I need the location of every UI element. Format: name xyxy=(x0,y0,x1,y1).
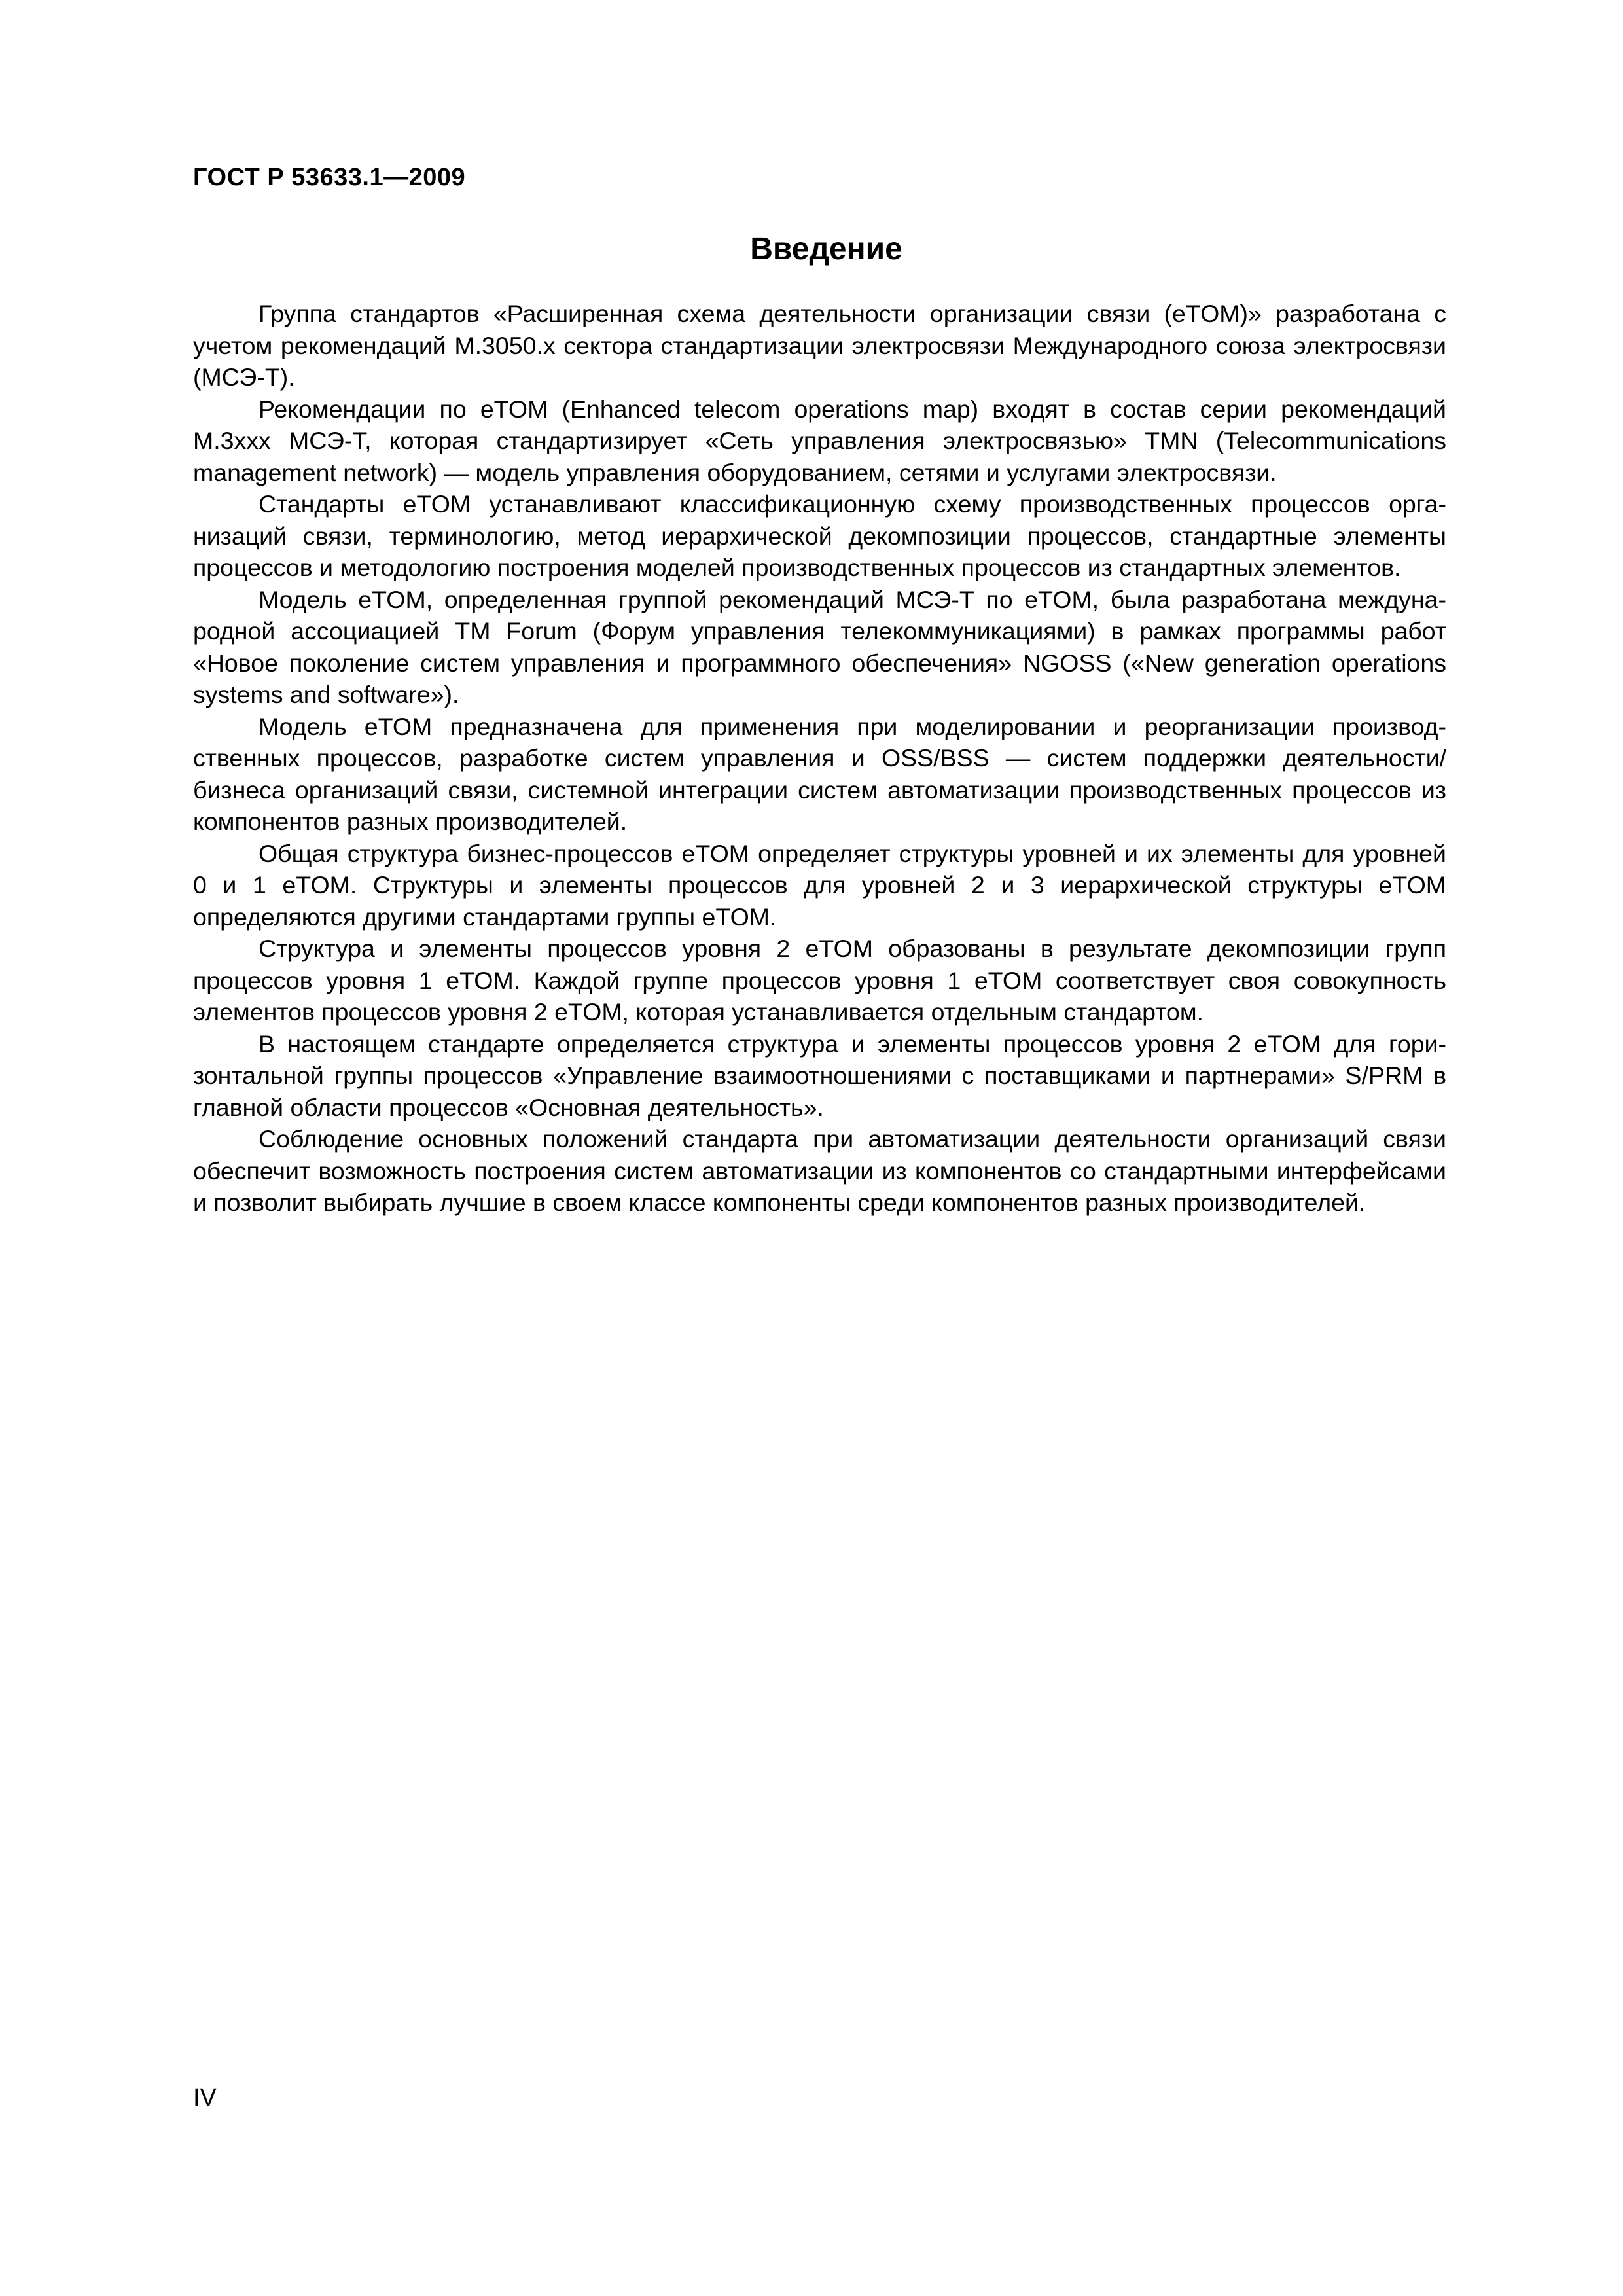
paragraph-6: Общая структура бизнес-процессов eTOM определяет структуры уровней и их элементы для уровней 0 и 1 eTOM. Структуры и элементы процессов для уровней 2 и 3 иерархической структуры eTOM определяются другими стандартами группы eTOM. xyxy=(193,839,1446,931)
paragraph-5: Модель eTOM предназначена для применения при моделировании и реорганизации производственных процессов, разработке систем управления и OSS/BSS — систем поддержки деятельности/ бизнеса организаций связи, системной интеграции систем автоматизации производственных процессов из компонентов разных производителей. xyxy=(193,712,1446,835)
page-number: IV xyxy=(193,2084,217,2111)
body-text xyxy=(193,298,1446,1219)
paragraph-8: В настоящем стандарте определяется структура и элементы процессов уровня 2 eTOM для горизонтальной группы процессов «Управление взаимоотношениями с поставщиками и партнерами» S/PRM в главной области процессов «Основная деятельность». xyxy=(193,1030,1446,1121)
paragraph-7: Структура и элементы процессов уровня 2 eTOM образованы в результате декомпозиции групп процессов уровня 1 eTOM. Каждой группе процессов уровня 1 eTOM соответствует своя совокупность элементов процессов уровня 2 eTOM, которая устанавливается отдельным стандартом. xyxy=(193,935,1446,1026)
paragraph-1: Группа стандартов «Расширенная схема деятельности организации связи (eTOM)» разработана с учетом рекомендаций M.3050.x сектора стандартизации электросвязи Международного союза электросвязи (МСЭ-Т). xyxy=(193,300,1446,391)
paragraph-2: Рекомендации по eTOM (Enhanced telecom operations map) входят в состав серии рекомендаций M.3xxx МСЭ-Т, которая стандартизирует «Сеть управления электросвязью» TMN (Telecommunications management network) — модель управления оборудованием, сетями и услугами электросвязи. xyxy=(193,395,1446,486)
section-title: Введение xyxy=(750,232,902,266)
paragraph-4: Модель eTOM, определенная группой рекомендаций МСЭ-Т по eTOM, была разработана международной ассоциацией TM Forum (Форум управления телекоммуникациями) в рамках программы работ «Новое поколение систем управления и программного обеспечения» NGOSS («New generation operations systems and software»). xyxy=(193,585,1446,708)
paragraph-9: Соблюдение основных положений стандарта при автоматизации деятельности организаций связи обеспечит возможность построения систем автоматизации из компонентов со стандартными интерфейсами и позволит выбирать лучшие в своем классе компоненты среди компонентов разных производителей. xyxy=(193,1125,1446,1216)
paragraph-3: Стандарты eTOM устанавливают классификационную схему производственных процессов организаций связи, терминологию, метод иерархической декомпозиции процессов, стандартные элементы процессов и методологию построения моделей производственных процессов из стандартных элементов. xyxy=(193,490,1446,581)
document-id-header: ГОСТ Р 53633.1—2009 xyxy=(193,164,466,191)
